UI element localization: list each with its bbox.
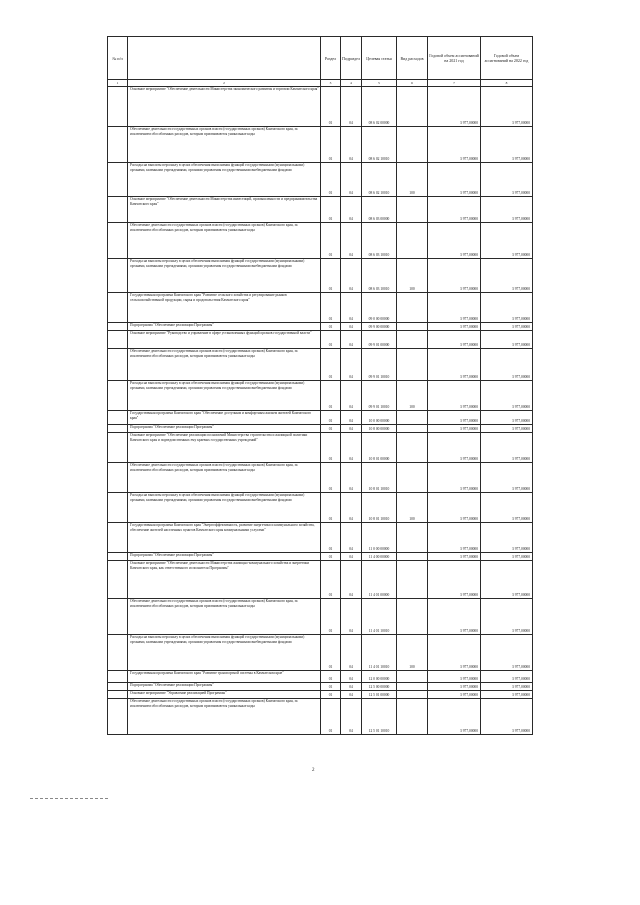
row-podrazdel: 04 xyxy=(341,331,362,349)
row-podrazdel: 04 xyxy=(341,683,362,691)
row-vid xyxy=(397,87,428,127)
row-vid xyxy=(397,411,428,425)
table-row xyxy=(108,599,533,635)
row-2022: 3 977,00000 xyxy=(481,293,533,323)
row-tselevaya: 09 9 00 00000 xyxy=(362,323,397,331)
row-2021: 3 977,00000 xyxy=(428,349,481,381)
table-row xyxy=(108,671,533,683)
row-name: Расходы на выплаты персоналу в целях обеспечения выполнения функций государственными (муниципальными) органами, казенными учреждениями, органами управления государственными внебюджетными фондами xyxy=(128,163,321,197)
row-tselevaya: 12 5 00 00000 xyxy=(362,683,397,691)
row-razdel: 01 xyxy=(321,259,341,293)
row-2021: 3 977,00000 xyxy=(428,599,481,635)
table-row xyxy=(108,523,533,553)
row-tselevaya: 10 8 01 10010 xyxy=(362,493,397,523)
row-podrazdel: 04 xyxy=(341,411,362,425)
row-razdel: 01 xyxy=(321,635,341,671)
row-razdel: 01 xyxy=(321,691,341,699)
table-row xyxy=(108,433,533,463)
row-podrazdel: 04 xyxy=(341,699,362,735)
row-vid xyxy=(397,463,428,493)
colnum-1: 1 xyxy=(108,80,128,87)
row-tselevaya: 09 0 00 00000 xyxy=(362,293,397,323)
row-name: Обеспечение деятельности государственных органов власти (государственных органов) Камчатского края, за исключением обособленных расходов, которым присваиваются уникальные коды xyxy=(128,349,321,381)
row-2022: 3 977,00000 xyxy=(481,87,533,127)
row-2022: 3 977,00000 xyxy=(481,163,533,197)
row-2021: 3 977,00000 xyxy=(428,553,481,561)
row-razdel: 01 xyxy=(321,293,341,323)
row-podrazdel: 04 xyxy=(341,259,362,293)
row-2021: 3 977,00000 xyxy=(428,683,481,691)
table-row xyxy=(108,349,533,381)
row-tselevaya: 11 0 00 00000 xyxy=(362,523,397,553)
row-vid xyxy=(397,553,428,561)
row-vid xyxy=(397,323,428,331)
row-razdel: 01 xyxy=(321,523,341,553)
row-2022: 3 977,00000 xyxy=(481,463,533,493)
row-2022: 3 977,00000 xyxy=(481,425,533,433)
row-tselevaya: 08 6 02 00000 xyxy=(362,87,397,127)
row-tselevaya: 12 0 00 00000 xyxy=(362,671,397,683)
row-2022: 3 977,00000 xyxy=(481,691,533,699)
row-tselevaya: 09 9 01 10010 xyxy=(362,381,397,411)
row-name: Государственная программа Камчатского края "Развитие сельского хозяйства и регулирование рынков сельскохозяйственной продукции, сырья и продовольствия Камчатского края" xyxy=(128,293,321,323)
row-name: Обеспечение деятельности государственных органов власти (государственных органов) Камчатского края, за исключением обособленных расходов, которым присваиваются уникальные коды xyxy=(128,127,321,163)
table-row xyxy=(108,331,533,349)
row-2021: 3 977,00000 xyxy=(428,699,481,735)
row-2022: 3 977,00000 xyxy=(481,523,533,553)
row-name: Расходы на выплаты персоналу в целях обеспечения выполнения функций государственными (муниципальными) органами, казенными учреждениями, органами управления государственными внебюджетными фондами xyxy=(128,381,321,411)
row-vid xyxy=(397,425,428,433)
header-name xyxy=(128,37,321,80)
row-razdel: 01 xyxy=(321,331,341,349)
margin-dash-line xyxy=(30,798,108,799)
header-tselevaya: Целевая статья xyxy=(362,37,397,80)
colnum-7: 7 xyxy=(428,80,481,87)
row-razdel: 01 xyxy=(321,463,341,493)
row-2022: 3 977,00000 xyxy=(481,323,533,331)
row-2022: 3 977,00000 xyxy=(481,553,533,561)
row-tselevaya: 10 0 00 00000 xyxy=(362,411,397,425)
colnum-4: 4 xyxy=(341,80,362,87)
row-2022: 3 977,00000 xyxy=(481,411,533,425)
row-name: Государственная программа Камчатского края "Энергоэффективность, развитие энергетики и коммунального хозяйства, обеспечение жителей населенных пунктов Камчатского края коммунальными услугами" xyxy=(128,523,321,553)
row-tselevaya: 11 4 00 00000 xyxy=(362,553,397,561)
table-row xyxy=(108,561,533,599)
row-2021: 3 977,00000 xyxy=(428,87,481,127)
table-row xyxy=(108,323,533,331)
row-2021: 3 977,00000 xyxy=(428,381,481,411)
row-razdel: 01 xyxy=(321,349,341,381)
row-tselevaya: 12 5 01 10010 xyxy=(362,699,397,735)
row-podrazdel: 04 xyxy=(341,553,362,561)
row-name: Основное мероприятие "Обеспечение деятельности Министерства жилищно-коммунального хозяйства и энергетики Камчатского края, как ответственного исполнителя Программы" xyxy=(128,561,321,599)
row-vid xyxy=(397,349,428,381)
row-tselevaya: 08 6 03 10010 xyxy=(362,259,397,293)
colnum-8: 8 xyxy=(481,80,533,87)
row-name: Основное мероприятие "Руководство и управление в сфере установленных функций органов государственной власти" xyxy=(128,331,321,349)
row-2021: 3 977,00000 xyxy=(428,635,481,671)
row-2021: 3 977,00000 xyxy=(428,163,481,197)
row-2021: 3 977,00000 xyxy=(428,411,481,425)
row-podrazdel: 04 xyxy=(341,349,362,381)
row-razdel: 01 xyxy=(321,323,341,331)
row-2021: 3 977,00000 xyxy=(428,493,481,523)
row-2022: 3 977,00000 xyxy=(481,561,533,599)
row-vid xyxy=(397,331,428,349)
row-name: Государственная программа Камчатского края "Развитие транспортной системы в Камчатском крае" xyxy=(128,671,321,683)
row-2022: 3 977,00000 xyxy=(481,599,533,635)
row-2021: 3 977,00000 xyxy=(428,463,481,493)
column-number-row xyxy=(108,80,533,87)
row-2021: 3 977,00000 xyxy=(428,323,481,331)
row-podrazdel: 04 xyxy=(341,223,362,259)
row-vid xyxy=(397,671,428,683)
row-podrazdel: 04 xyxy=(341,323,362,331)
row-name: Расходы на выплаты персоналу в целях обеспечения выполнения функций государственными (муниципальными) органами, казенными учреждениями, органами управления государственными внебюджетными фондами xyxy=(128,635,321,671)
row-vid xyxy=(397,599,428,635)
table-row xyxy=(108,223,533,259)
row-podrazdel: 04 xyxy=(341,635,362,671)
row-name: Государственная программа Камчатского края "Обеспечение доступным и комфортным жильем жителей Камчатского края" xyxy=(128,411,321,425)
row-tselevaya: 10 8 01 10010 xyxy=(362,463,397,493)
row-razdel: 01 xyxy=(321,553,341,561)
row-razdel: 01 xyxy=(321,411,341,425)
row-podrazdel: 04 xyxy=(341,691,362,699)
row-2021: 3 977,00000 xyxy=(428,425,481,433)
row-razdel: 01 xyxy=(321,197,341,223)
row-name: Подпрограмма "Обеспечение реализации Программы" xyxy=(128,323,321,331)
colnum-3: 3 xyxy=(321,80,341,87)
row-vid xyxy=(397,561,428,599)
row-2021: 3 977,00000 xyxy=(428,433,481,463)
row-tselevaya: 11 4 01 10010 xyxy=(362,599,397,635)
row-2021: 3 977,00000 xyxy=(428,331,481,349)
row-vid xyxy=(397,127,428,163)
row-vid: 100 xyxy=(397,163,428,197)
row-tselevaya: 08 6 03 10010 xyxy=(362,223,397,259)
table-row xyxy=(108,293,533,323)
row-razdel: 01 xyxy=(321,493,341,523)
row-vid xyxy=(397,433,428,463)
row-2022: 3 977,00000 xyxy=(481,699,533,735)
row-name: Обеспечение деятельности государственных органов власти (государственных органов) Камчатского края, за исключением обособленных расходов, которым присваиваются уникальные коды xyxy=(128,223,321,259)
budget-table-sheet xyxy=(107,36,532,735)
row-podrazdel: 04 xyxy=(341,523,362,553)
row-2022: 3 977,00000 xyxy=(481,349,533,381)
table-row xyxy=(108,127,533,163)
row-2022: 3 977,00000 xyxy=(481,381,533,411)
table-row xyxy=(108,163,533,197)
row-podrazdel: 04 xyxy=(341,433,362,463)
row-tselevaya: 08 6 02 10010 xyxy=(362,163,397,197)
row-podrazdel: 04 xyxy=(341,197,362,223)
row-2021: 3 977,00000 xyxy=(428,671,481,683)
row-tselevaya: 10 8 00 00000 xyxy=(362,425,397,433)
row-podrazdel: 04 xyxy=(341,561,362,599)
row-2021: 3 977,00000 xyxy=(428,293,481,323)
table-body xyxy=(108,87,533,735)
row-podrazdel: 04 xyxy=(341,599,362,635)
row-2021: 3 977,00000 xyxy=(428,561,481,599)
row-name: Основное мероприятие "Обеспечение реализации полномочий Министерства строительства и жилищной политики Камчатского края и подведомственных ему краевых государственных учреждений" xyxy=(128,433,321,463)
table-row xyxy=(108,87,533,127)
table-row xyxy=(108,493,533,523)
table-row xyxy=(108,691,533,699)
table-header-row xyxy=(108,37,533,80)
table-row xyxy=(108,699,533,735)
row-razdel: 01 xyxy=(321,683,341,691)
row-podrazdel: 04 xyxy=(341,381,362,411)
row-2022: 3 977,00000 xyxy=(481,433,533,463)
row-2022: 3 977,00000 xyxy=(481,635,533,671)
row-vid xyxy=(397,699,428,735)
row-razdel: 01 xyxy=(321,127,341,163)
row-podrazdel: 04 xyxy=(341,671,362,683)
row-podrazdel: 04 xyxy=(341,163,362,197)
row-razdel: 01 xyxy=(321,599,341,635)
row-2022: 3 977,00000 xyxy=(481,331,533,349)
row-vid xyxy=(397,197,428,223)
table-row xyxy=(108,425,533,433)
row-tselevaya: 08 6 02 10010 xyxy=(362,127,397,163)
table-row xyxy=(108,553,533,561)
row-razdel: 01 xyxy=(321,671,341,683)
row-razdel: 01 xyxy=(321,425,341,433)
row-tselevaya: 11 4 01 00000 xyxy=(362,561,397,599)
row-2021: 3 977,00000 xyxy=(428,259,481,293)
row-tselevaya: 09 9 01 10010 xyxy=(362,349,397,381)
row-tselevaya: 12 5 01 00000 xyxy=(362,691,397,699)
row-name: Подпрограмма "Обеспечение реализации Программы" xyxy=(128,425,321,433)
row-2022: 3 977,00000 xyxy=(481,127,533,163)
row-2022: 3 977,00000 xyxy=(481,197,533,223)
row-name: Расходы на выплаты персоналу в целях обеспечения выполнения функций государственными (муниципальными) органами, казенными учреждениями, органами управления государственными внебюджетными фондами xyxy=(128,259,321,293)
header-2021: Годовой объем ассигнований на 2021 год xyxy=(428,37,481,80)
colnum-6: 6 xyxy=(397,80,428,87)
row-vid xyxy=(397,223,428,259)
row-vid: 100 xyxy=(397,493,428,523)
row-vid xyxy=(397,691,428,699)
row-vid xyxy=(397,523,428,553)
row-podrazdel: 04 xyxy=(341,87,362,127)
row-2021: 3 977,00000 xyxy=(428,523,481,553)
page-number: 2 xyxy=(312,768,315,773)
table-row xyxy=(108,411,533,425)
header-2022: Годовой объем ассигнований на 2022 год xyxy=(481,37,533,80)
header-razdel: Раздел xyxy=(321,37,341,80)
row-podrazdel: 04 xyxy=(341,425,362,433)
row-name: Расходы на выплаты персоналу в целях обеспечения выполнения функций государственными (муниципальными) органами, казенными учреждениями, органами управления государственными внебюджетными фондами xyxy=(128,493,321,523)
row-2022: 3 977,00000 xyxy=(481,259,533,293)
row-vid xyxy=(397,293,428,323)
row-name: Основное мероприятие "Обеспечение деятельности Министерства экономического развития и торговли Камчатского края" xyxy=(128,87,321,127)
row-razdel: 01 xyxy=(321,381,341,411)
row-name: Обеспечение деятельности государственных органов власти (государственных органов) Камчатского края, за исключением обособленных расходов, которым присваиваются уникальные коды xyxy=(128,463,321,493)
row-podrazdel: 04 xyxy=(341,463,362,493)
header-vid: Вид расходов xyxy=(397,37,428,80)
row-name: Подпрограмма "Обеспечение реализации Программы" xyxy=(128,553,321,561)
row-tselevaya: 11 4 01 10010 xyxy=(362,635,397,671)
row-2021: 3 977,00000 xyxy=(428,691,481,699)
row-2022: 3 977,00000 xyxy=(481,493,533,523)
row-tselevaya: 08 6 03 00000 xyxy=(362,197,397,223)
row-razdel: 01 xyxy=(321,561,341,599)
row-tselevaya: 10 8 01 00000 xyxy=(362,433,397,463)
row-2022: 3 977,00000 xyxy=(481,683,533,691)
header-num: № п/п xyxy=(108,37,128,80)
colnum-5: 5 xyxy=(362,80,397,87)
row-vid: 100 xyxy=(397,381,428,411)
row-razdel: 01 xyxy=(321,163,341,197)
row-podrazdel: 04 xyxy=(341,127,362,163)
row-name: Основное мероприятие "Управление реализацией Программы" xyxy=(128,691,321,699)
row-2021: 3 977,00000 xyxy=(428,223,481,259)
budget-table xyxy=(107,36,533,735)
row-vid: 100 xyxy=(397,259,428,293)
row-name: Основное мероприятие "Обеспечение деятельности Министерства инвестиций, промышленности и предпринимательства Камчатского края" xyxy=(128,197,321,223)
row-razdel: 01 xyxy=(321,699,341,735)
table-row xyxy=(108,381,533,411)
row-2022: 3 977,00000 xyxy=(481,223,533,259)
header-podrazdel: Подраздел xyxy=(341,37,362,80)
colnum-2: 2 xyxy=(128,80,321,87)
row-2022: 3 977,00000 xyxy=(481,671,533,683)
row-vid: 100 xyxy=(397,635,428,671)
row-2021: 3 977,00000 xyxy=(428,127,481,163)
table-row xyxy=(108,463,533,493)
row-razdel: 01 xyxy=(321,87,341,127)
row-razdel: 01 xyxy=(321,433,341,463)
row-2021: 3 977,00000 xyxy=(428,197,481,223)
row-name: Подпрограмма "Обеспечение реализации Программы" xyxy=(128,683,321,691)
row-razdel: 01 xyxy=(321,223,341,259)
row-vid xyxy=(397,683,428,691)
row-name: Обеспечение деятельности государственных органов власти (государственных органов) Камчатского края, за исключением обособленных расходов, которым присваиваются уникальные коды xyxy=(128,699,321,735)
table-row xyxy=(108,635,533,671)
row-podrazdel: 04 xyxy=(341,293,362,323)
row-podrazdel: 04 xyxy=(341,493,362,523)
table-row xyxy=(108,259,533,293)
table-row xyxy=(108,197,533,223)
table-row xyxy=(108,683,533,691)
row-name: Обеспечение деятельности государственных органов власти (государственных органов) Камчатского края, за исключением обособленных расходов, которым присваиваются уникальные коды xyxy=(128,599,321,635)
row-tselevaya: 09 9 01 00000 xyxy=(362,331,397,349)
